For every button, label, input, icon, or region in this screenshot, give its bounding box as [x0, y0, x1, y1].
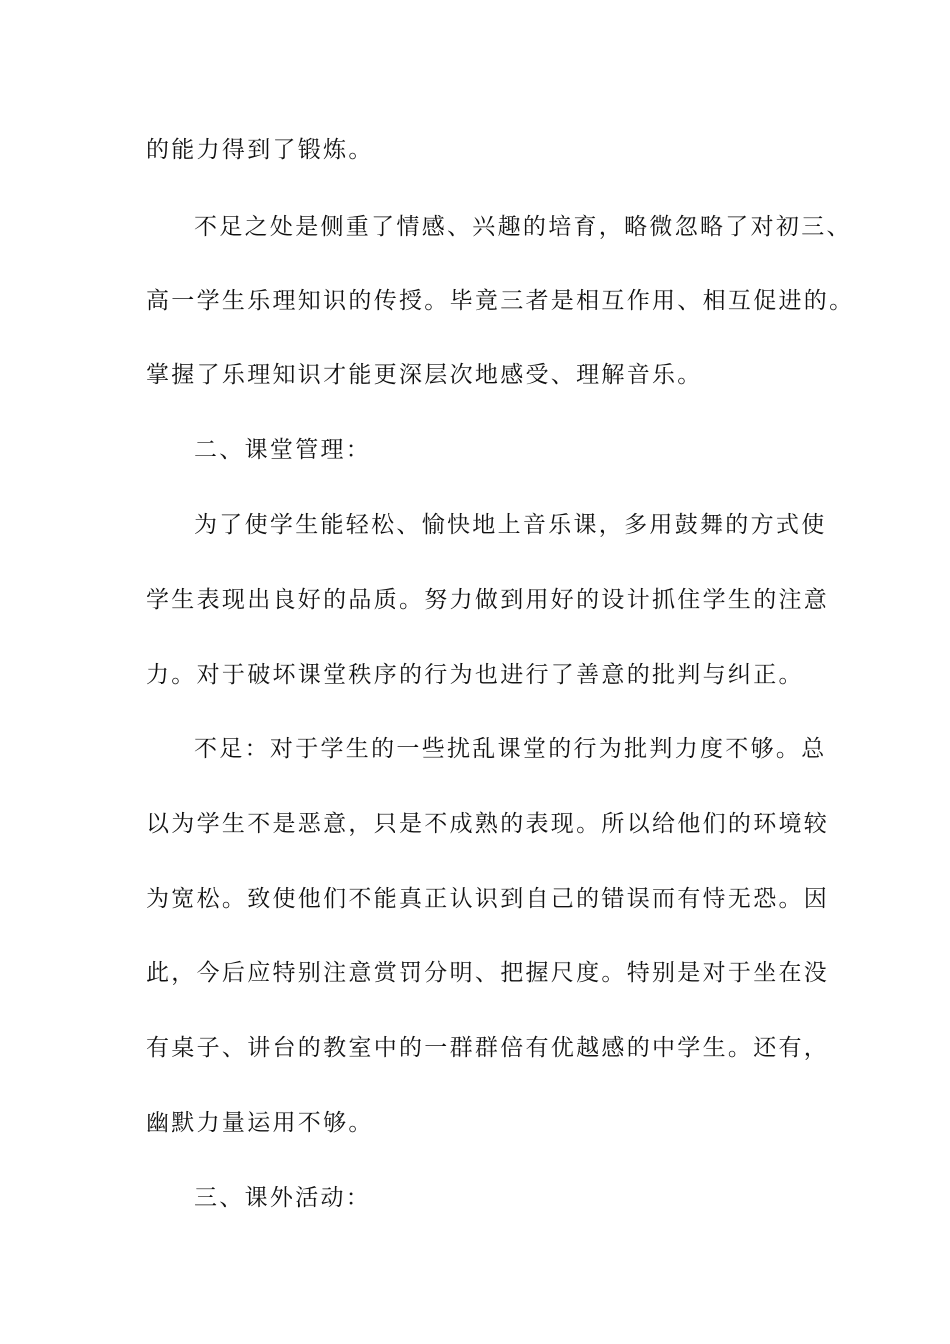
- text-line: 高一学生乐理知识的传授。毕竟三者是相互作用、相互促进的。: [146, 288, 855, 314]
- paragraph-first-line: 不足之处是侧重了情感、兴趣的培育，略微忽略了对初三、: [194, 214, 852, 240]
- text-line: 掌握了乐理知识才能更深层次地感受、理解音乐。: [146, 362, 703, 388]
- text-line: 此，今后应特别注意赏罚分明、把握尺度。特别是对于坐在没: [146, 960, 830, 986]
- section-heading-extracurricular: 三、课外活动：: [194, 1185, 372, 1211]
- text-line: 为宽松。致使他们不能真正认识到自己的错误而有恃无恐。因: [146, 886, 830, 912]
- text-line: 力。对于破坏课堂秩序的行为也进行了善意的批判与纠正。: [146, 662, 804, 688]
- text-line: 以为学生不是恶意，只是不成熟的表现。所以给他们的环境较: [146, 811, 830, 837]
- text-line: 幽默力量运用不够。: [146, 1110, 374, 1136]
- paragraph-first-line: 不足：对于学生的一些扰乱课堂的行为批判力度不够。总: [194, 736, 827, 762]
- text-line: 学生表现出良好的品质。努力做到用好的设计抓住学生的注意: [146, 587, 830, 613]
- paragraph-first-line: 为了使学生能轻松、愉快地上音乐课，多用鼓舞的方式使: [194, 512, 827, 538]
- text-line: 有桌子、讲台的教室中的一群群倍有优越感的中学生。还有，: [146, 1035, 830, 1061]
- section-heading-classroom-management: 二、课堂管理：: [194, 437, 372, 463]
- text-line: 的能力得到了锻炼。: [146, 137, 374, 163]
